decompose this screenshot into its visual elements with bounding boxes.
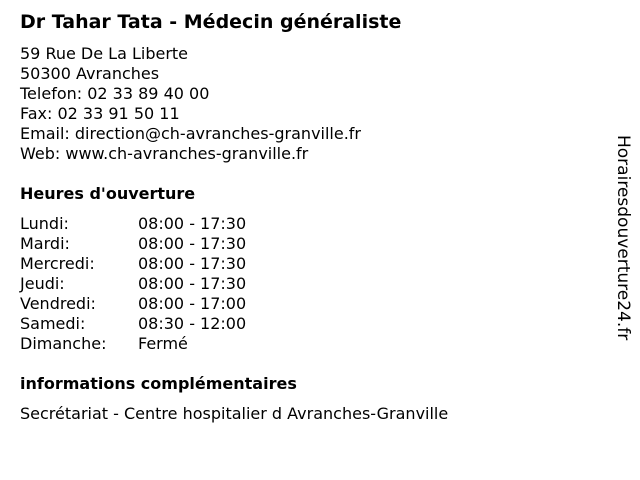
hours-row-saturday	[20, 314, 246, 334]
address-street: 59 Rue De La Liberte	[20, 44, 189, 63]
watermark-text: Horairesdouverture24.fr	[613, 135, 633, 341]
website-link[interactable]: Web: www.ch-avranches-granville.fr	[20, 144, 309, 163]
hours-row-thursday	[20, 274, 246, 294]
phone-number[interactable]: Telefon: 02 33 89 40 00	[20, 84, 210, 103]
additional-info-text: Secrétariat - Centre hospitalier d Avranches-Granville	[20, 404, 449, 423]
page-title: Dr Tahar Tata - Médecin généraliste	[20, 11, 402, 33]
time-range: 08:00 - 17:30	[138, 254, 247, 273]
day-label: Mardi:	[20, 234, 70, 253]
day-label: Samedi:	[20, 314, 86, 333]
hours-row-tuesday	[20, 234, 246, 254]
time-range: 08:00 - 17:30	[138, 274, 247, 293]
day-label: Jeudi:	[20, 274, 65, 293]
time-range: 08:00 - 17:30	[138, 234, 247, 253]
day-label: Vendredi:	[20, 294, 96, 313]
time-range: Fermé	[138, 334, 188, 353]
hours-row-monday	[20, 214, 246, 234]
time-range: 08:30 - 12:00	[138, 314, 247, 333]
additional-info-heading: informations complémentaires	[20, 374, 297, 393]
hours-row-friday	[20, 294, 246, 314]
day-label: Dimanche:	[20, 334, 107, 353]
fax-number: Fax: 02 33 91 50 11	[20, 104, 180, 123]
contact-block	[20, 44, 361, 164]
opening-hours-table	[20, 214, 246, 354]
time-range: 08:00 - 17:00	[138, 294, 247, 313]
address-city: 50300 Avranches	[20, 64, 160, 83]
time-range: 08:00 - 17:30	[138, 214, 247, 233]
day-label: Mercredi:	[20, 254, 95, 273]
hours-row-sunday	[20, 334, 246, 354]
opening-hours-heading: Heures d'ouverture	[20, 184, 196, 203]
email-address[interactable]: Email: direction@ch-avranches-granville.fr	[20, 124, 362, 143]
day-label: Lundi:	[20, 214, 69, 233]
hours-row-wednesday	[20, 254, 246, 274]
watermark	[611, 135, 635, 375]
